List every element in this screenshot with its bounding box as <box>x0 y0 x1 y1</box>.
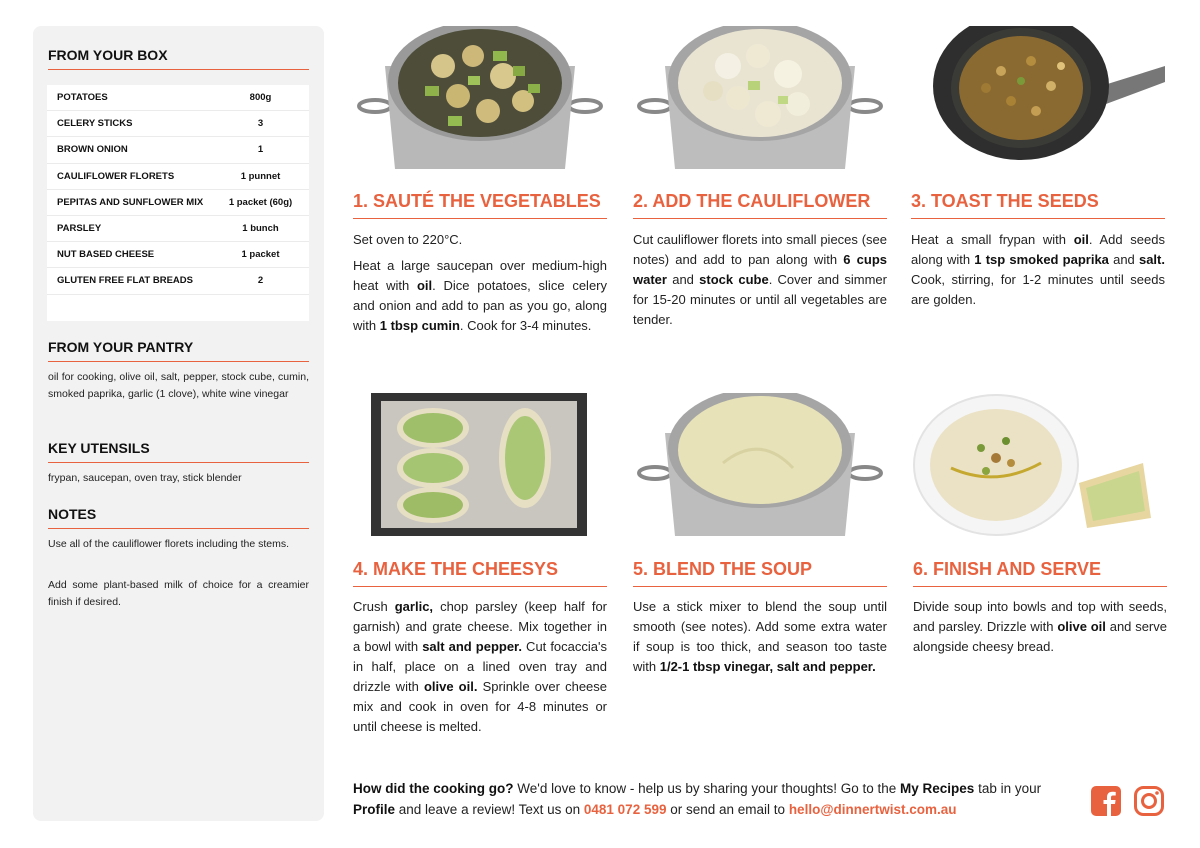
step-1-para-1: Set oven to 220°C. <box>353 232 463 247</box>
step-4-title: 4. MAKE THE CHEESYS <box>353 559 607 587</box>
ingredient-qty: 1 bunch <box>242 223 279 235</box>
step-3-photo <box>911 26 1165 169</box>
notes-heading: NOTES <box>48 506 309 529</box>
table-row <box>47 242 309 268</box>
footer-question: How did the cooking go? <box>353 781 514 796</box>
step-5-photo <box>633 393 887 536</box>
table-row <box>47 137 309 163</box>
phone-number[interactable]: 0481 072 599 <box>583 802 667 817</box>
ingredient-name: PEPITAS AND SUNFLOWER MIX <box>57 196 204 208</box>
ingredient-qty: 1 <box>257 144 264 156</box>
ingredient-name: POTATOES <box>57 92 108 104</box>
box-heading: FROM YOUR BOX <box>48 47 309 70</box>
step-4-photo <box>353 393 607 536</box>
table-row <box>47 111 309 137</box>
step-1-text <box>353 230 607 336</box>
table-row <box>47 216 309 242</box>
box-ingredients-table <box>47 85 309 321</box>
step-6-photo <box>911 393 1165 536</box>
ingredient-name: CELERY STICKS <box>57 118 133 130</box>
ingredient-name: PARSLEY <box>57 223 102 235</box>
step-1-photo <box>353 26 607 169</box>
ingredient-qty: 1 punnet <box>240 170 281 182</box>
my-recipes-link[interactable]: My Recipes <box>900 781 975 796</box>
step-2-photo <box>633 26 887 169</box>
step-4-text: Crush garlic, chop parsley (keep half for garnish) and grate cheese. Mix together in a bowl with salt and pepper. Cut focaccia's in half, place on a lined oven tray and drizzle with olive oil. Sprinkle over cheese mix and cook in oven for 4-8 minutes or until cheese is melted. <box>353 599 608 734</box>
feedback-footer: How did the cooking go? We'd love to know - help us by sharing your thoughts! Go to the My Recipes tab in your Profile and leave a review! Text us on 0481 072 599 or send an email to hello@dinnertwist.com.au <box>353 781 1042 817</box>
step-1-title: 1. SAUTÉ THE VEGETABLES <box>353 191 607 219</box>
pantry-heading: FROM YOUR PANTRY <box>48 339 309 362</box>
step-2-title: 2. ADD THE CAULIFLOWER <box>633 191 887 219</box>
table-row <box>47 164 309 190</box>
ingredient-name: CAULIFLOWER FLORETS <box>57 170 175 182</box>
step-2-text: Cut cauliflower florets into small pieces (see notes) and add to pan along with 6 cups water and stock cube. Cover and simmer for 15-20 minutes or until all vegetables are tender. <box>633 232 887 327</box>
step-5-title: 5. BLEND THE SOUP <box>633 559 887 587</box>
ingredient-qty: 1 packet <box>241 249 280 261</box>
ingredient-name: GLUTEN FREE FLAT BREADS <box>57 275 193 287</box>
ingredient-qty: 3 <box>257 118 264 130</box>
step-1-para-2: Heat a large saucepan over medium-high heat with oil. Dice potatoes, slice celery and onion and add to pan as you go, along with 1 tbsp cumin. Cook for 3-4 minutes. <box>353 258 607 333</box>
table-row <box>47 268 309 294</box>
table-row <box>47 85 309 111</box>
ingredient-qty: 2 <box>257 275 264 287</box>
email-link[interactable]: hello@dinnertwist.com.au <box>788 802 957 817</box>
table-row <box>47 190 309 216</box>
facebook-icon[interactable] <box>1090 785 1122 817</box>
step-5-text: Use a stick mixer to blend the soup until smooth (see notes). Add some extra water if soup is too thick, and season too taste with 1/2-1 tbsp vinegar, salt and pepper. <box>633 599 887 674</box>
step-6-title: 6. FINISH AND SERVE <box>913 559 1167 587</box>
instagram-icon[interactable] <box>1133 785 1165 817</box>
step-3-title: 3. TOAST THE SEEDS <box>911 191 1165 219</box>
ingredient-name: BROWN ONION <box>57 144 128 156</box>
ingredient-qty: 1 packet (60g) <box>228 196 293 208</box>
ingredient-qty: 800g <box>249 92 272 104</box>
note-2: Add some plant-based milk of choice for a creamier finish if desired. <box>48 579 309 608</box>
utensils-text: frypan, saucepan, oven tray, stick blender <box>48 472 242 484</box>
utensils-heading: KEY UTENSILS <box>48 440 309 463</box>
step-3-text: Heat a small frypan with oil. Add seeds along with 1 tsp smoked paprika and salt. Cook, stirring, for 1-2 minutes until seeds are golden. <box>911 232 1165 307</box>
ingredients-sidebar <box>33 26 324 821</box>
pantry-text: oil for cooking, olive oil, salt, pepper, stock cube, cumin, smoked paprika, garlic (1 clove), white wine vinegar <box>48 371 309 400</box>
ingredient-name: NUT BASED CHEESE <box>57 249 155 261</box>
note-1: Use all of the cauliflower florets including the stems. <box>48 538 290 550</box>
step-6-text: Divide soup into bowls and top with seeds, and parsley. Drizzle with olive oil and serve alongside cheesy bread. <box>913 599 1167 654</box>
profile-link[interactable]: Profile <box>353 802 396 817</box>
